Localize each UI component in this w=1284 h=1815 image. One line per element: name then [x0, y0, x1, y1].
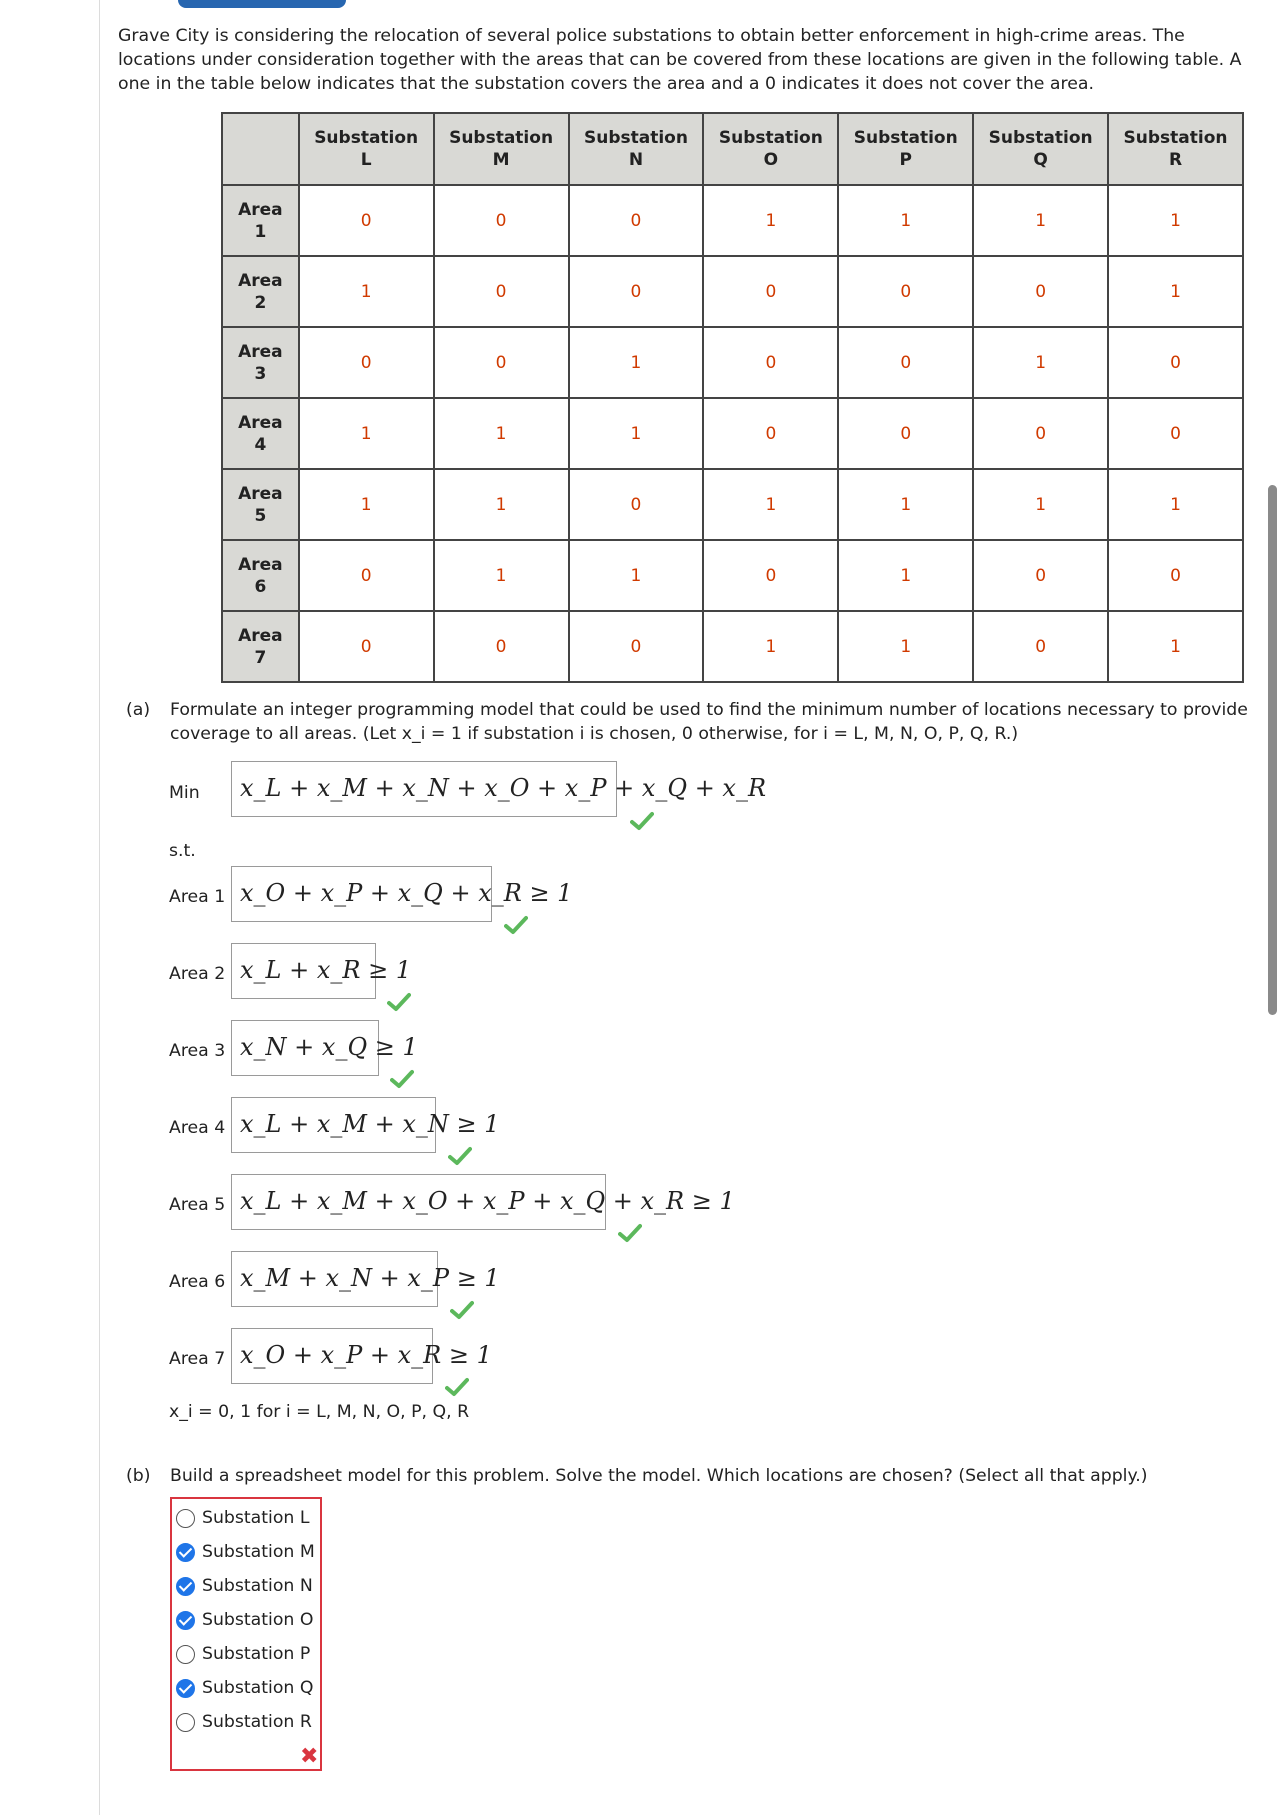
table-cell: 0	[973, 398, 1108, 469]
location-choices	[170, 1497, 322, 1771]
constraint-answer-box-area-7[interactable]: x_O + x_P + x_R ≥ 1	[231, 1328, 433, 1384]
table-cell: 0	[838, 256, 973, 327]
table-cell: 1	[299, 469, 434, 540]
table-cell: 0	[434, 611, 569, 682]
constraint-answer-box-area-1[interactable]: x_O + x_P + x_Q + x_R ≥ 1	[231, 866, 492, 922]
row-header-area-2: Area 2	[222, 256, 299, 327]
table-cell: 0	[973, 611, 1108, 682]
table-cell: 0	[703, 256, 838, 327]
incorrect-x-icon: ✖	[300, 1744, 319, 1769]
table-cell: 1	[703, 469, 838, 540]
table-cell: 0	[1108, 327, 1243, 398]
table-corner	[222, 113, 299, 185]
checkbox-substation-o[interactable]	[176, 1611, 195, 1630]
table-cell: 1	[569, 398, 704, 469]
correct-check-icon	[445, 1377, 469, 1397]
checkbox-substation-n[interactable]	[176, 1577, 195, 1596]
constraint-answer-box-area-5[interactable]: x_L + x_M + x_O + x_P + x_Q + x_R ≥ 1	[231, 1174, 606, 1230]
row-header-area-4: Area 4	[222, 398, 299, 469]
table-cell: 0	[434, 185, 569, 256]
row-header-area-5: Area 5	[222, 469, 299, 540]
table-cell: 1	[1108, 469, 1243, 540]
table-cell: 0	[434, 256, 569, 327]
variable-domain: x_i = 0, 1 for i = L, M, N, O, P, Q, R	[169, 1402, 470, 1422]
table-cell: 1	[838, 611, 973, 682]
table-cell: 0	[703, 327, 838, 398]
table-cell: 0	[1108, 398, 1243, 469]
table-header-row	[222, 113, 1243, 185]
constraint-label-area-2: Area 2	[169, 964, 226, 984]
part-a-label: (a)	[126, 700, 151, 720]
table-cell: 1	[973, 185, 1108, 256]
table-cell: 1	[973, 327, 1108, 398]
table-cell: 0	[299, 611, 434, 682]
table-cell: 0	[569, 256, 704, 327]
table-cell: 1	[838, 185, 973, 256]
table-cell: 1	[299, 256, 434, 327]
header-substation-r: Substation R	[1108, 113, 1243, 185]
table-cell: 1	[838, 469, 973, 540]
objective-answer-box[interactable]: x_L + x_M + x_N + x_O + x_P + x_Q + x_R	[231, 761, 617, 817]
table-cell: 1	[434, 398, 569, 469]
checkbox-substation-q[interactable]	[176, 1679, 195, 1698]
table-cell: 1	[1108, 256, 1243, 327]
table-cell: 1	[1108, 185, 1243, 256]
table-cell: 0	[838, 327, 973, 398]
table-cell: 0	[1108, 540, 1243, 611]
table-row	[222, 256, 1243, 327]
table-row	[222, 469, 1243, 540]
constraint-label-area-3: Area 3	[169, 1041, 226, 1061]
correct-check-icon	[450, 1300, 474, 1320]
table-cell: 0	[838, 398, 973, 469]
constraint-label-area-6: Area 6	[169, 1272, 226, 1292]
table-row	[222, 327, 1243, 398]
option-substation-l[interactable]: Substation L	[176, 1506, 310, 1530]
table-cell: 0	[299, 540, 434, 611]
checkbox-substation-l[interactable]	[176, 1509, 195, 1528]
table-cell: 1	[838, 540, 973, 611]
table-cell: 1	[569, 540, 704, 611]
scrollbar-thumb[interactable]	[1268, 485, 1277, 1015]
option-substation-p[interactable]: Substation P	[176, 1642, 310, 1666]
row-header-area-6: Area 6	[222, 540, 299, 611]
table-cell: 0	[569, 185, 704, 256]
constraint-answer-box-area-4[interactable]: x_L + x_M + x_N ≥ 1	[231, 1097, 436, 1153]
table-row	[222, 185, 1243, 256]
table-cell: 1	[703, 185, 838, 256]
correct-check-icon	[448, 1146, 472, 1166]
correct-check-icon	[390, 1069, 414, 1089]
problem-intro: Grave City is considering the relocation of several police substations to obtain better enforcement in high-crime areas. The locations under consideration together with the areas that can be covered from these locations are given in the following table. A one in the table below indicates that the substation covers the area and a 0 indicates it does not cover the area.	[118, 26, 1242, 94]
row-header-area-3: Area 3	[222, 327, 299, 398]
table-cell: 0	[299, 185, 434, 256]
correct-check-icon	[504, 915, 528, 935]
header-substation-n: Substation N	[569, 113, 704, 185]
table-cell: 0	[569, 469, 704, 540]
table-cell: 0	[703, 540, 838, 611]
st-label: s.t.	[169, 841, 196, 861]
correct-check-icon	[618, 1223, 642, 1243]
constraint-label-area-7: Area 7	[169, 1349, 226, 1369]
table-cell: 1	[569, 327, 704, 398]
table-cell: 0	[973, 540, 1108, 611]
part-a-text: Formulate an integer programming model that could be used to find the minimum number of locations necessary to provide coverage to all areas. (Let x_i = 1 if substation i is chosen, 0 otherwise, for i = L, M, N, O, P, Q, R.)	[170, 700, 1248, 744]
table-cell: 1	[973, 469, 1108, 540]
table-cell: 0	[434, 327, 569, 398]
checkbox-substation-r[interactable]	[176, 1713, 195, 1732]
table-cell: 1	[434, 540, 569, 611]
table-cell: 0	[299, 327, 434, 398]
header-substation-m: Substation M	[434, 113, 569, 185]
part-b-label: (b)	[126, 1466, 151, 1486]
row-header-area-7: Area 7	[222, 611, 299, 682]
table-cell: 0	[973, 256, 1108, 327]
option-substation-o[interactable]: Substation O	[176, 1608, 313, 1632]
row-header-area-1: Area 1	[222, 185, 299, 256]
checkbox-substation-m[interactable]	[176, 1543, 195, 1562]
header-substation-l: Substation L	[299, 113, 434, 185]
table-cell: 0	[569, 611, 704, 682]
constraint-answer-box-area-2[interactable]: x_L + x_R ≥ 1	[231, 943, 376, 999]
option-substation-r[interactable]: Substation R	[176, 1710, 312, 1734]
header-substation-q: Substation Q	[973, 113, 1108, 185]
constraint-answer-box-area-3[interactable]: x_N + x_Q ≥ 1	[231, 1020, 379, 1076]
constraint-label-area-5: Area 5	[169, 1195, 226, 1215]
content-left-border	[99, 0, 100, 1815]
table-row	[222, 540, 1243, 611]
header-substation-o: Substation O	[703, 113, 838, 185]
correct-check-icon	[387, 992, 411, 1012]
option-substation-n[interactable]: Substation N	[176, 1574, 313, 1598]
option-substation-m[interactable]: Substation M	[176, 1540, 315, 1564]
table-cell: 1	[703, 611, 838, 682]
constraint-answer-box-area-6[interactable]: x_M + x_N + x_P ≥ 1	[231, 1251, 438, 1307]
correct-check-icon	[630, 811, 654, 831]
table-cell: 0	[703, 398, 838, 469]
option-substation-q[interactable]: Substation Q	[176, 1676, 313, 1700]
table-cell: 1	[299, 398, 434, 469]
part-b-text: Build a spreadsheet model for this problem. Solve the model. Which locations are chosen? (Select all that apply.)	[170, 1466, 1148, 1486]
checkbox-substation-p[interactable]	[176, 1645, 195, 1664]
coverage-table	[221, 112, 1244, 683]
table-cell: 1	[434, 469, 569, 540]
table-row	[222, 398, 1243, 469]
header-substation-p: Substation P	[838, 113, 973, 185]
table-cell: 1	[1108, 611, 1243, 682]
top-accent-bar	[178, 0, 346, 8]
table-row	[222, 611, 1243, 682]
min-label: Min	[169, 783, 200, 803]
constraint-label-area-4: Area 4	[169, 1118, 226, 1138]
constraint-label-area-1: Area 1	[169, 887, 226, 907]
